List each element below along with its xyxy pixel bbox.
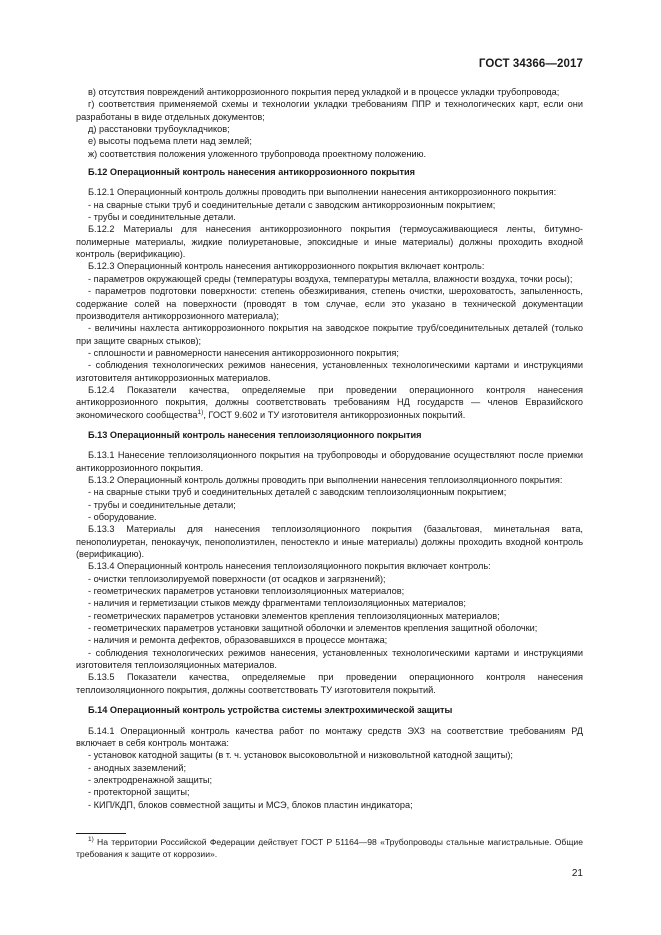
paragraph: Б.13.5 Показатели качества, определяемые при проведении операционного контроля нанесения теплоизоляционного покрытия, должны соответствовать ТУ изготовителя покрытий. [76,672,583,695]
list-item: - трубы и соединительные детали; [88,499,236,510]
paragraph: Б.14.1 Операционный контроль качества работ по монтажу средств ЭХЗ на соответствие требованиям РД включает в себя контроль монтажа: [76,725,583,748]
list-item: д) расстановки трубоукладчиков; [88,124,230,135]
paragraph: Б.13.1 Нанесение теплоизоляционного покрытия на трубопроводы и оборудование осуществляют после приемки антикоррозионного покрытия. [76,450,583,473]
paragraph-text: Б.12.4 Показатели качества, определяемые при проведении операционного контроля нанесения антикоррозионного покрытия, должны соответствовать требованиям НД государств — членов Евразийского экономического сообщества [76,384,583,420]
paragraph: Б.13.3 Материалы для нанесения теплоизоляционного покрытия (базальтовая, минетальная вата, пенополиуретан, пенокаучук, пенополиэтилен, пеностекло и иные материалы) должны проходить входной контроль (верификацию). [76,524,583,560]
paragraph: Б.12.3 Операционный контроль нанесения антикоррозионного покрытия включает контроль: [88,261,485,272]
paragraph: Б.12.1 Операционный контроль должны проводить при выполнении нанесения антикоррозионного покрытия: [88,187,557,198]
paragraph-text: , ГОСТ 9.602 и ТУ изготовителя антикоррозионных покрытий. [203,409,466,420]
list-item: - установок катодной защиты (в т. ч. установок высоковольтной и низковольтной катодной защиты); [88,750,513,761]
list-item: - сплошности и равномерности нанесения антикоррозионного покрытия; [88,347,399,358]
list-item: - величины нахлеста антикоррозионного покрытия на заводское покрытие труб/соединительных деталей (только при защите сварных стыков); [76,323,583,346]
footnote-marker: 1) [88,836,94,843]
section-heading-b12: Б.12 Операционный контроль нанесения антикоррозионного покрытия [88,167,415,178]
paragraph: Б.13.2 Операционный контроль должны проводить при выполнении нанесения теплоизоляционного покрытия: [88,474,563,485]
paragraph-b1224 [76,384,583,421]
section-heading-b14: Б.14 Операционный контроль устройства системы электрохимической защиты [88,705,453,716]
list-item: - наличия и герметизации стыков между фрагментами теплоизоляционных материалов; [88,598,466,609]
paragraph: Б.12.2 Материалы для нанесения антикоррозионного покрытия (термоусаживающиеся ленты, битумно-полимерные материалы, жидкие полиуретановые, эпоксидные и иные материалы) должны проходить входной контроль (верификацию). [76,224,583,260]
section-heading-b13: Б.13 Операционный контроль нанесения теплоизоляционного покрытия [88,429,422,440]
list-item: - оборудование. [88,512,157,522]
list-item: - геометрических параметров установки теплоизоляционных материалов; [88,586,405,597]
list-item: в) отсутствия повреждений антикоррозионного покрытия перед укладкой и в процессе укладки трубопровода; [88,87,560,97]
list-item: ж) соответствия положения уложенного трубопровода проектному положению. [88,148,427,159]
list-item: - на сварные стыки труб и соединительных деталей с заводским теплоизоляционным покрытием; [88,487,507,498]
list-item: - трубы и соединительные детали. [88,212,236,223]
list-item: е) высоты подъема плети над землей; [88,136,252,147]
list-item: - анодных заземлений; [88,762,187,773]
paragraph: Б.13.4 Операционный контроль нанесения теплоизоляционного покрытия включает контроль: [88,561,491,572]
list-item: - электродренажной защиты; [88,774,213,785]
list-item: - очистки теплоизолируемой поверхности (от осадков и загрязнений); [88,573,386,584]
list-item: - соблюдения технологических режимов нанесения, установленных технологическими картами и инструкциями изготовителя теплоизоляционных материалов. [76,647,583,671]
list-item: - параметров подготовки поверхности: степень обезжиривания, степень очистки, шероховатость, запыленность, содержание солей на поверхности (проводят в том случае, если это указано в технической документации производителя антикоррозионного материала); [76,286,583,321]
footnote-text: На территории Российской Федерации действует ГОСТ Р 51164—98 «Трубопроводы стальные магистральные. Общие требования к защите от коррозии». [76,837,583,859]
list-item: - КИП/КДП, блоков совместной защиты и МСЭ, блоков пластин индикатора; [88,799,413,810]
list-item: - наличия и ремонта дефектов, образовавшихся в процессе монтажа; [88,635,388,646]
list-item: - параметров окружающей среды (температуры воздуха, температуры металла, влажности воздуха, точки росы); [88,273,573,284]
list-item: - соблюдения технологических режимов нанесения, установленных технологическими картами и инструкциями изготовителя антикоррозионных материалов. [76,360,583,383]
footnote [76,837,583,860]
list-item: - геометрических параметров установки элементов крепления теплоизоляционных материалов; [88,610,500,621]
list-item: - на сварные стыки труб и соединительные детали с заводским антикоррозионным покрытием; [88,199,496,210]
list-item: г) соответствия применяемой схемы и технологии укладки требованиям ППР и технологических карт, если они разработаны в виде отдельных документов; [76,99,583,122]
footnote-divider [76,833,126,834]
list-item: - протекторной защиты; [88,787,190,798]
page-number: 21 [571,868,583,879]
document-header: ГОСТ 34366—2017 [478,58,583,70]
document-body [76,86,583,811]
list-item: - геометрических параметров установки защитной оболочки и элементов крепления защитной оболочки; [88,623,538,634]
footnote-ref[interactable]: 1) [197,408,204,416]
